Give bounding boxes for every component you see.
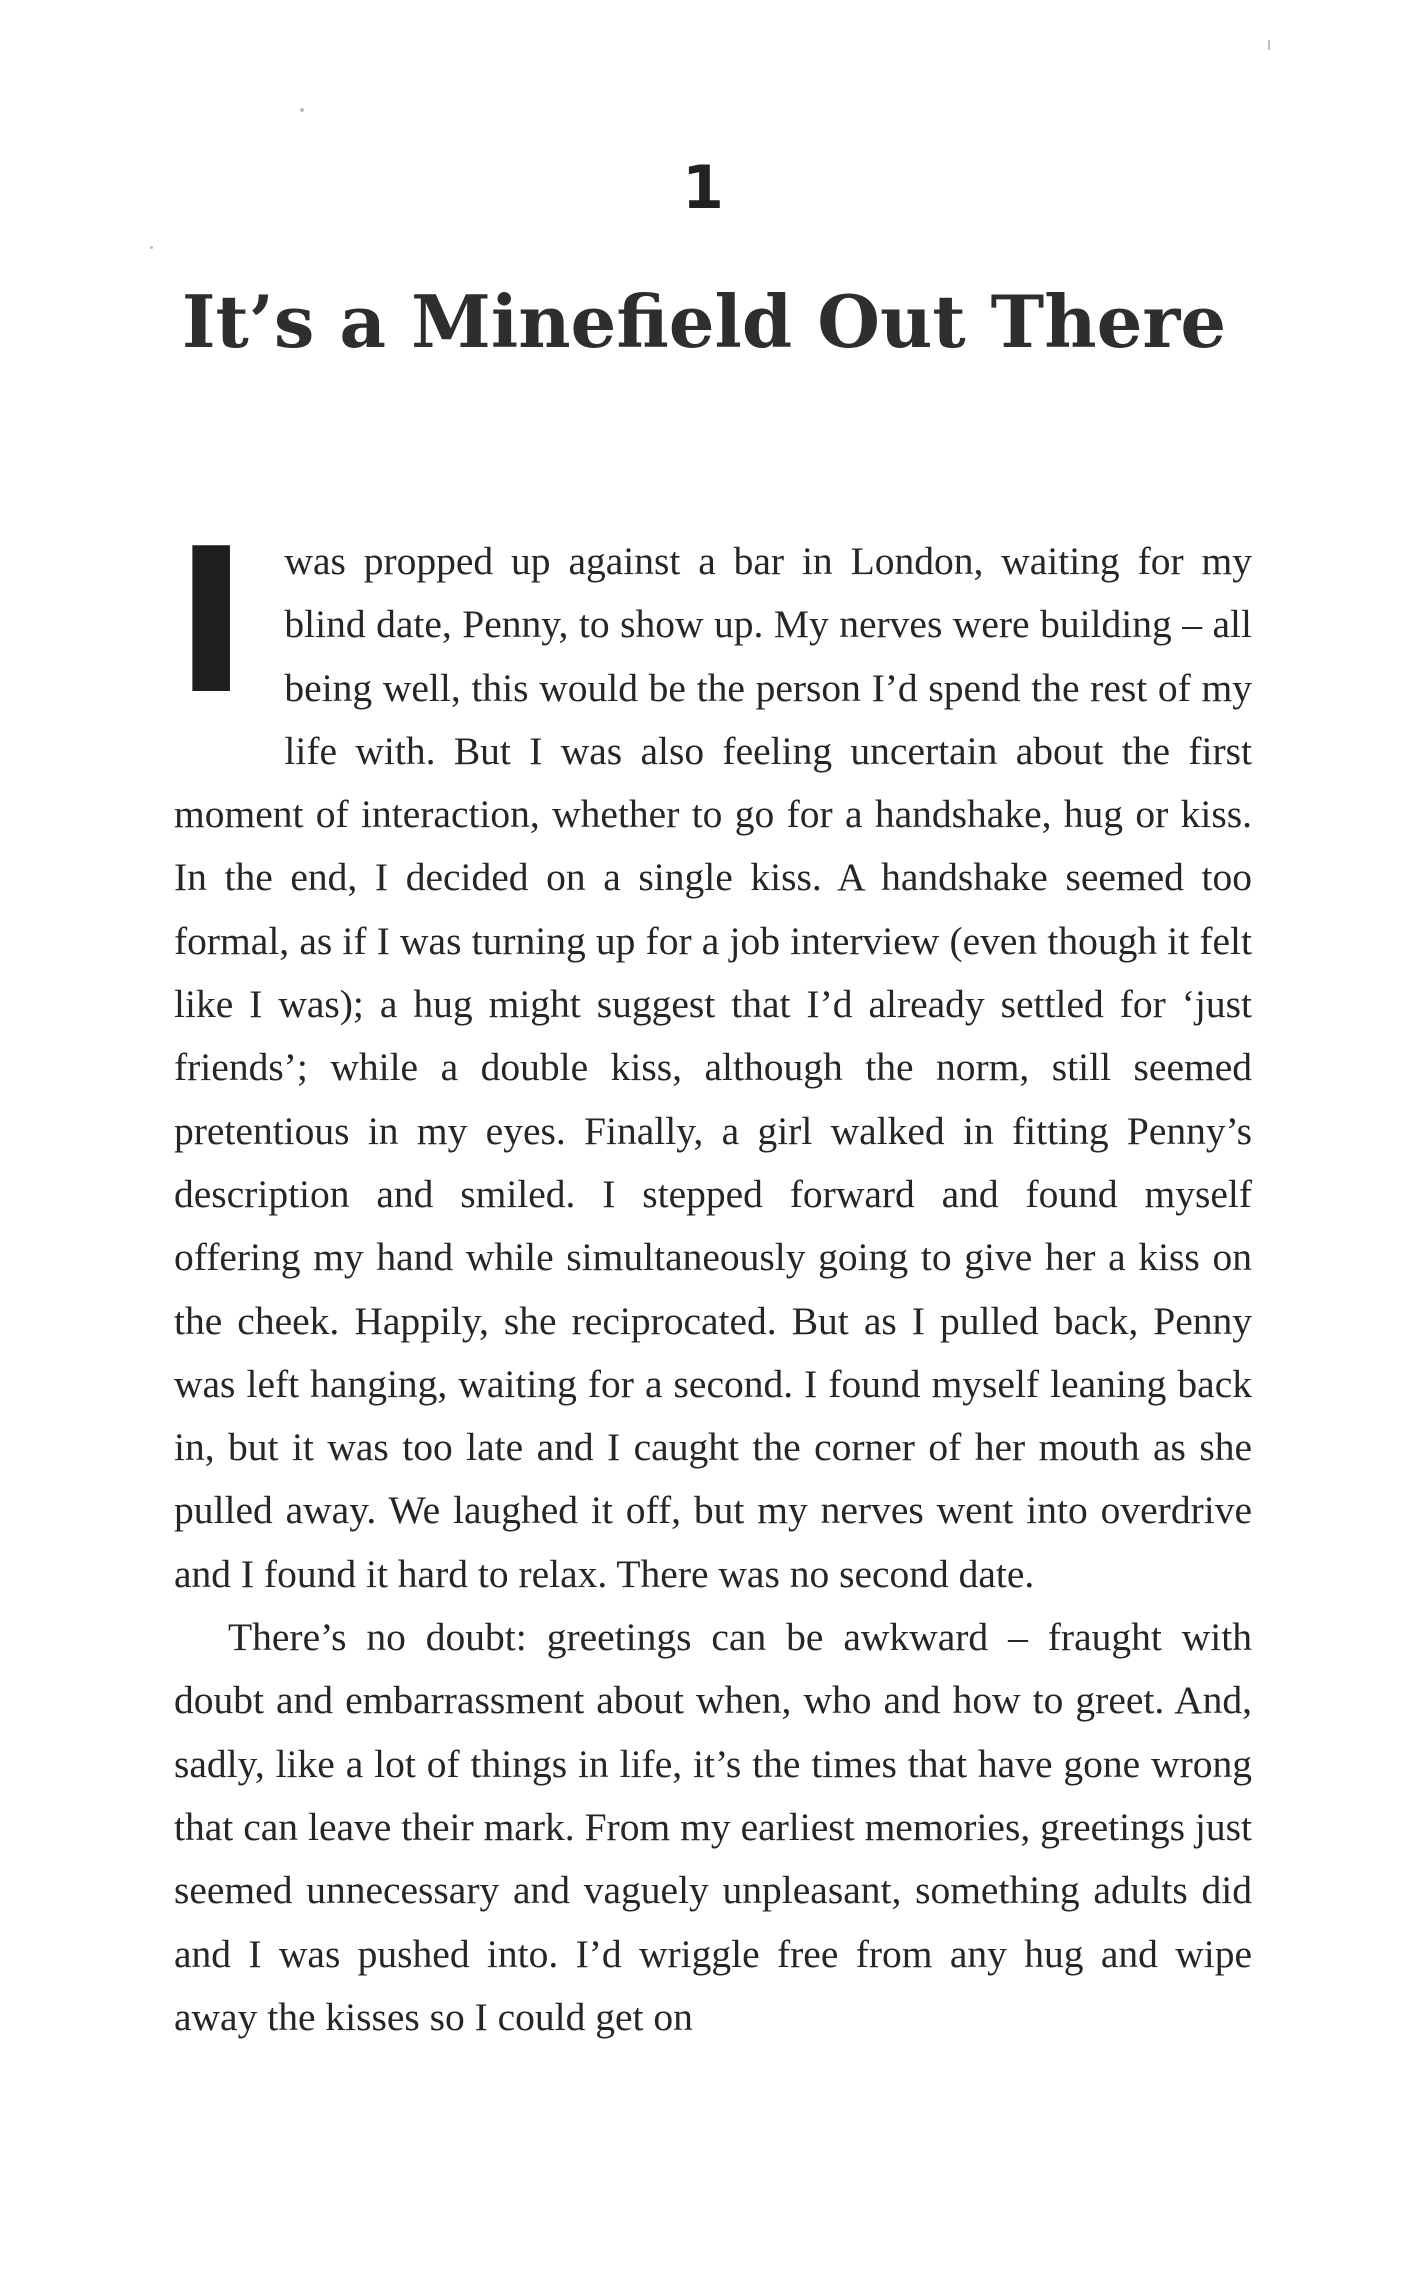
chapter-number: 1 — [682, 153, 724, 223]
paragraph-2: There’s no doubt: greetings can be awkward – fraught with doubt and embarrassment about when, who and how to greet. And, sadly, like a lot of things in life, it’s the times that have gone wrong that can leave their mark. From my earliest memories, greetings just seemed unnecessary and vaguely unpleasant, something adults did and I was pushed into. I’d wriggle free from any hug and wipe away the kisses so I could get on — [174, 1615, 1252, 2039]
scan-speck — [300, 108, 304, 112]
paragraph-1 — [174, 506, 1252, 1606]
scan-speck — [1268, 40, 1270, 50]
scan-speck — [150, 246, 153, 249]
chapter-title: It’s a Minefield Out There — [181, 279, 1227, 364]
paragraph-1-text: was propped up against a bar in London, waiting for my blind date, Penny, to show up. My nerves were building – all being well, this would be the person I’d spend the rest of my life with. But I was also feeling uncertain about the first moment of interaction, whether to go for a handshake, hug or kiss. In the end, I decided on a single kiss. A handshake seemed too formal, as if I was turning up for a job interview (even though it felt like I was); a hug might suggest that I’d already settled for ‘just friends’; while a double kiss, although the norm, still seemed pretentious in my eyes. Finally, a girl walked in fitting Penny’s description and smiled. I stepped forward and found myself offering my hand while simultaneously going to give her a kiss on the cheek. Happily, she reciprocated. But as I pulled back, Penny was left hanging, waiting for a second. I found myself leaning back in, but it was too late and I caught the corner of her mouth as she pulled away. We laughed it off, but my nerves went into overdrive and I found it hard to relax. There was no second date. — [174, 539, 1252, 1596]
drop-cap: I — [174, 506, 249, 739]
chapter-body — [174, 506, 1252, 2049]
